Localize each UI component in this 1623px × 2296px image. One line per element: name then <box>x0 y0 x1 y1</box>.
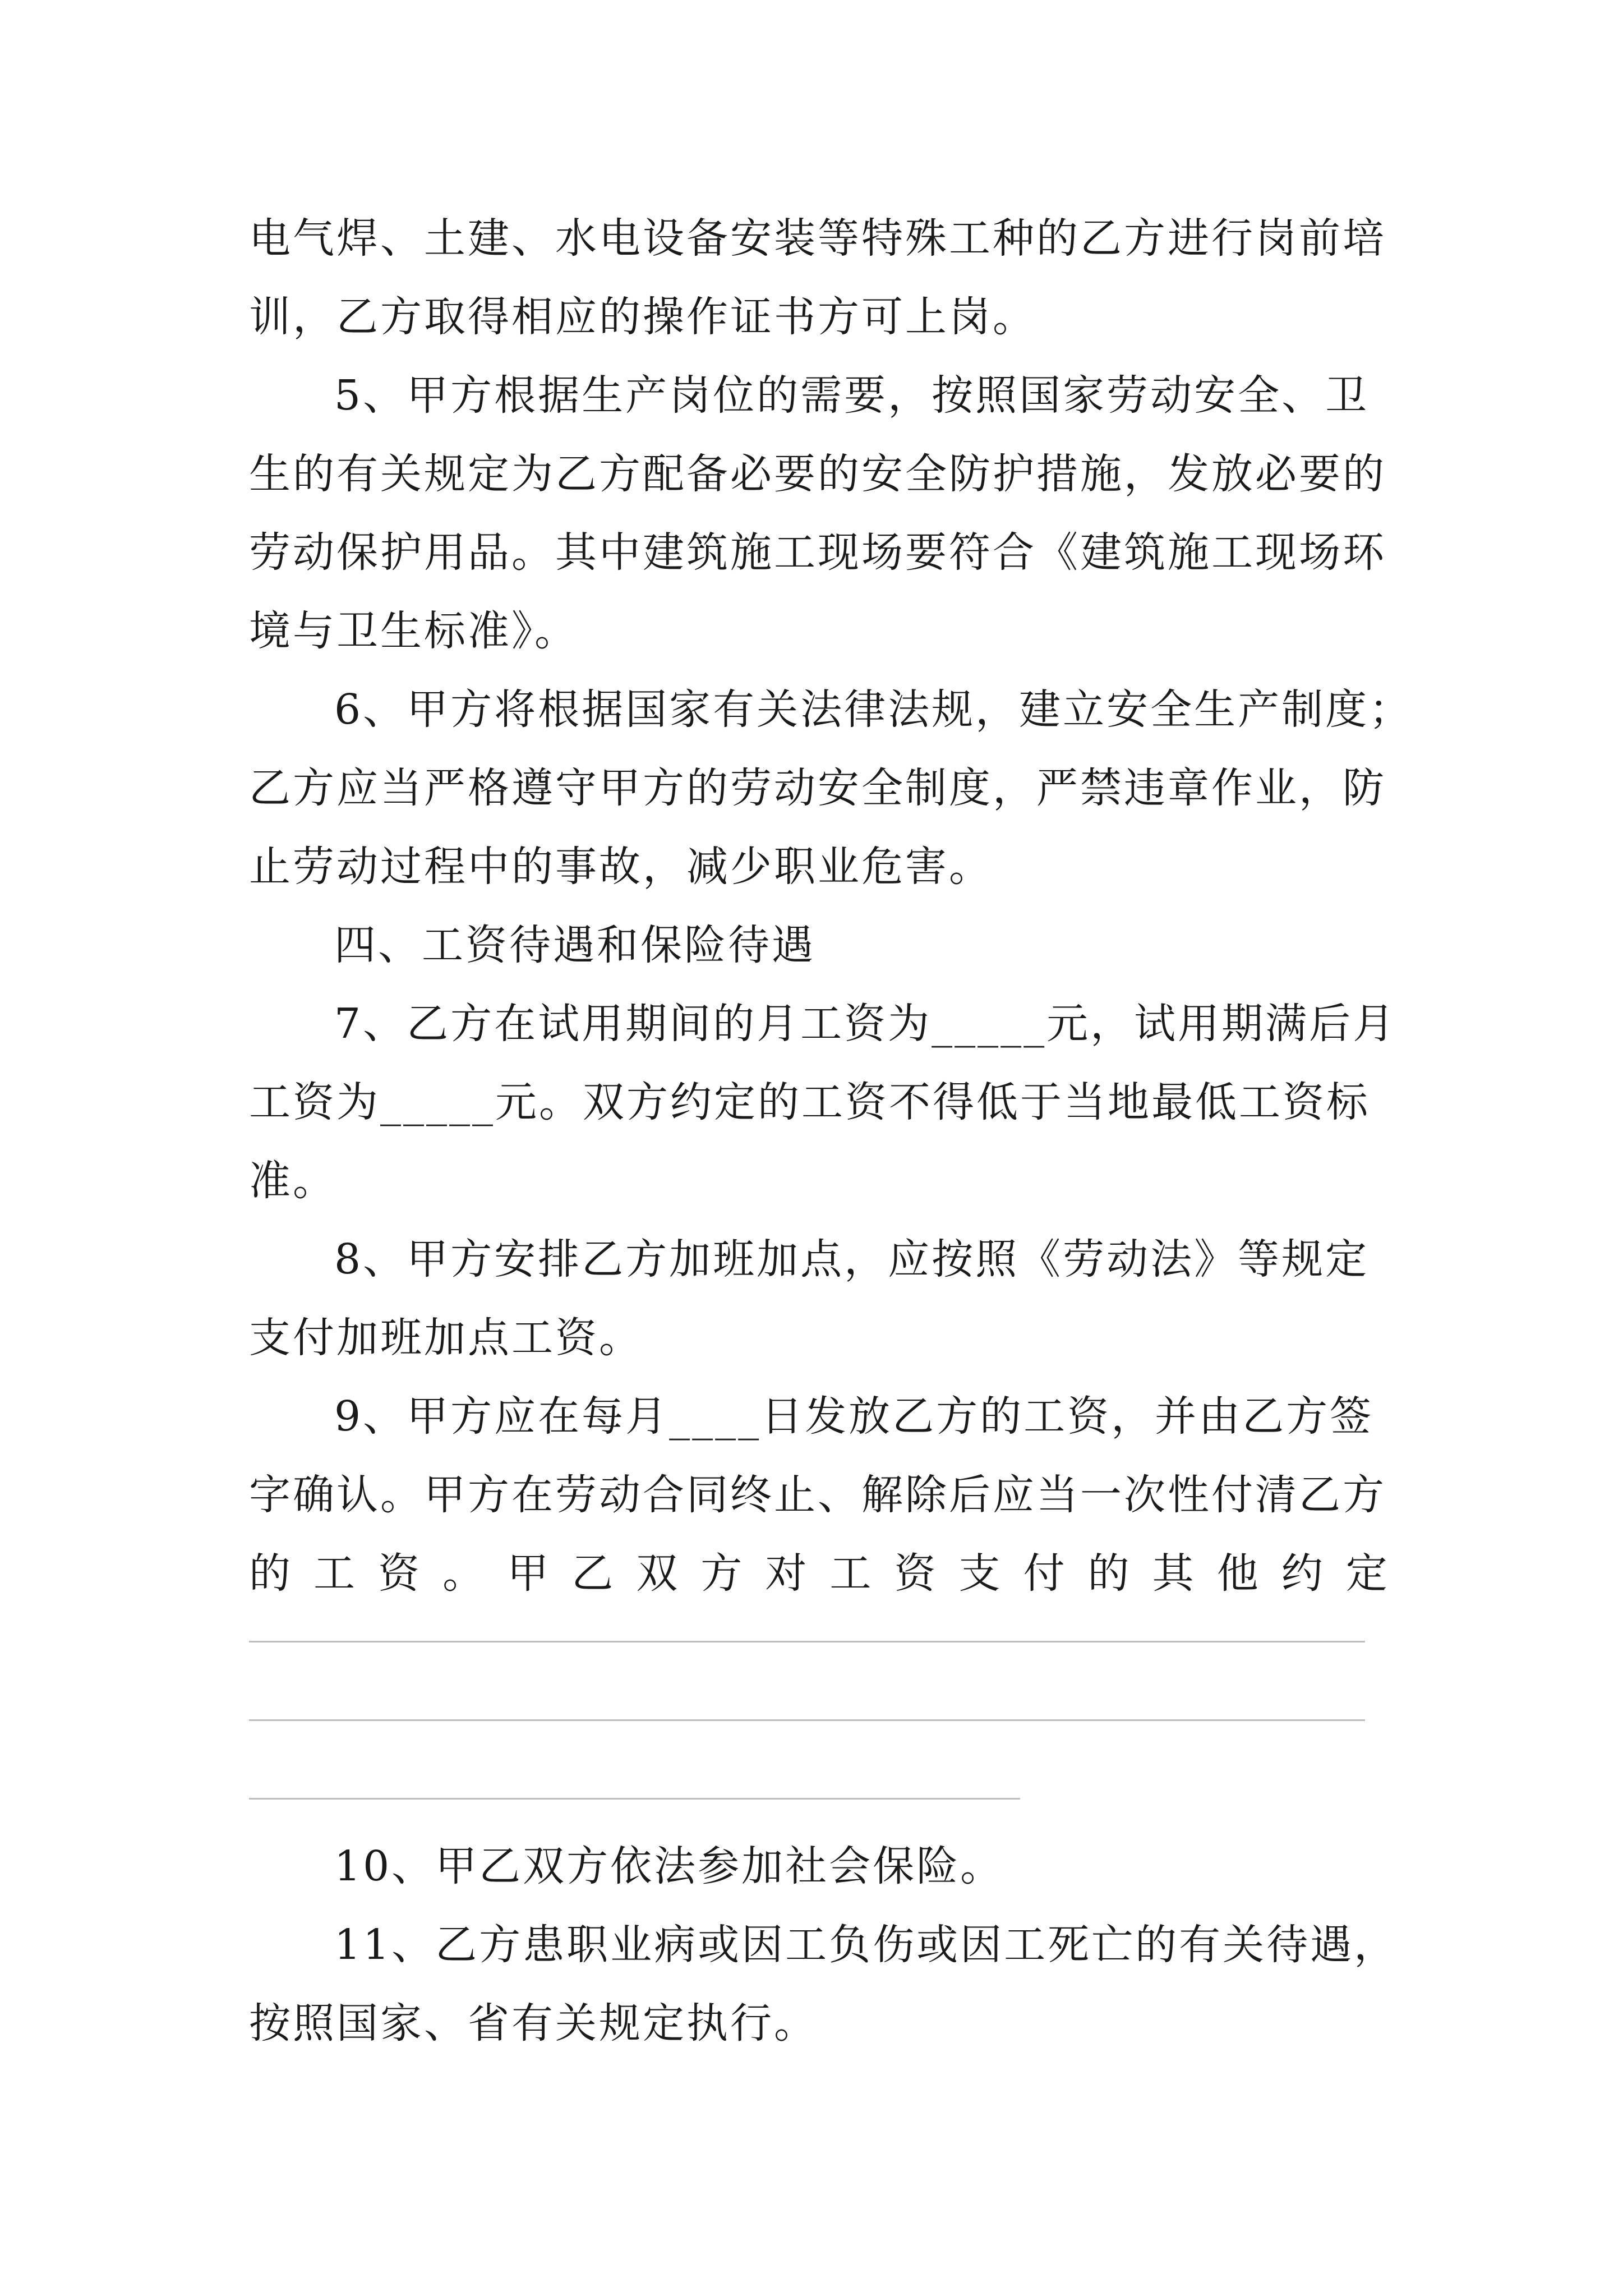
clause-10-line: 10、甲乙双方依法参加社会保险。 <box>334 1842 1004 1890</box>
justified-char: 付 <box>1023 1549 1065 1598</box>
clause-7-line: 7、乙方在试用期间的月工资为_____元，试用期满后月 <box>334 1000 1397 1048</box>
justified-char: 他 <box>1216 1549 1258 1598</box>
justified-char: 的 <box>249 1549 291 1598</box>
clause-6-line: 6、甲方将根据国家有关法律法规，建立安全生产制度； <box>334 685 1413 734</box>
justified-char: 工 <box>829 1549 872 1598</box>
clause-9-line: 9、甲方应在每月____日发放乙方的工资，并由乙方签 <box>334 1392 1374 1441</box>
paragraph-line: 训，乙方取得相应的操作证书方可上岗。 <box>249 293 1036 341</box>
fill-in-line <box>249 1719 1365 1721</box>
clause-11-line: 按照国家、省有关规定执行。 <box>249 1999 818 2047</box>
justified-char: 其 <box>1152 1549 1194 1598</box>
justified-char: 资 <box>378 1549 420 1598</box>
justified-char: 工 <box>313 1549 356 1598</box>
clause-7-line: 工资为_____元。双方约定的工资不得低于当地最低工资标 <box>249 1078 1370 1126</box>
justified-char: 。 <box>442 1549 485 1598</box>
fill-in-line <box>249 1641 1365 1642</box>
justified-char: 对 <box>765 1549 807 1598</box>
justified-char: 的 <box>1087 1549 1129 1598</box>
justified-char: 支 <box>958 1549 1000 1598</box>
clause-8-line: 8、甲方安排乙方加班加点，应按照《劳动法》等规定 <box>334 1235 1370 1283</box>
clause-8-line: 支付加班加点工资。 <box>249 1314 643 1362</box>
justified-char: 资 <box>894 1549 936 1598</box>
justified-char: 乙 <box>571 1549 614 1598</box>
clause-6-line: 止劳动过程中的事故，减少职业危害。 <box>249 843 993 891</box>
justified-char: 双 <box>636 1549 678 1598</box>
justified-char: 定 <box>1345 1549 1387 1598</box>
clause-11-line: 11、乙方患职业病或因工负伤或因工死亡的有关待遇， <box>334 1921 1398 1969</box>
fill-in-line <box>249 1798 1020 1800</box>
clause-5-line: 劳动保护用品。其中建筑施工现场要符合《建筑施工现场环 <box>249 528 1386 577</box>
paragraph-line: 电气焊、土建、水电设备安装等特殊工种的乙方进行岗前培 <box>249 214 1386 263</box>
justified-char: 约 <box>1281 1549 1323 1598</box>
justified-char: 甲 <box>507 1549 549 1598</box>
section-heading: 四、工资待遇和保险待遇 <box>334 921 815 969</box>
clause-6-line: 乙方应当严格遵守甲方的劳动安全制度，严禁违章作业，防 <box>249 764 1386 812</box>
clause-7-line: 准。 <box>249 1157 336 1205</box>
clause-5-line: 生的有关规定为乙方配备必要的安全防护措施，发放必要的 <box>249 450 1386 498</box>
clause-9-line: 字确认。甲方在劳动合同终止、解除后应当一次性付清乙方 <box>249 1471 1386 1519</box>
justified-char: 方 <box>700 1549 743 1598</box>
clause-5-line: 5、甲方根据生产岗位的需要，按照国家劳动安全、卫 <box>334 371 1370 420</box>
clause-9-justified-line <box>249 1549 1387 1598</box>
clause-5-line: 境与卫生标准》。 <box>249 607 578 655</box>
